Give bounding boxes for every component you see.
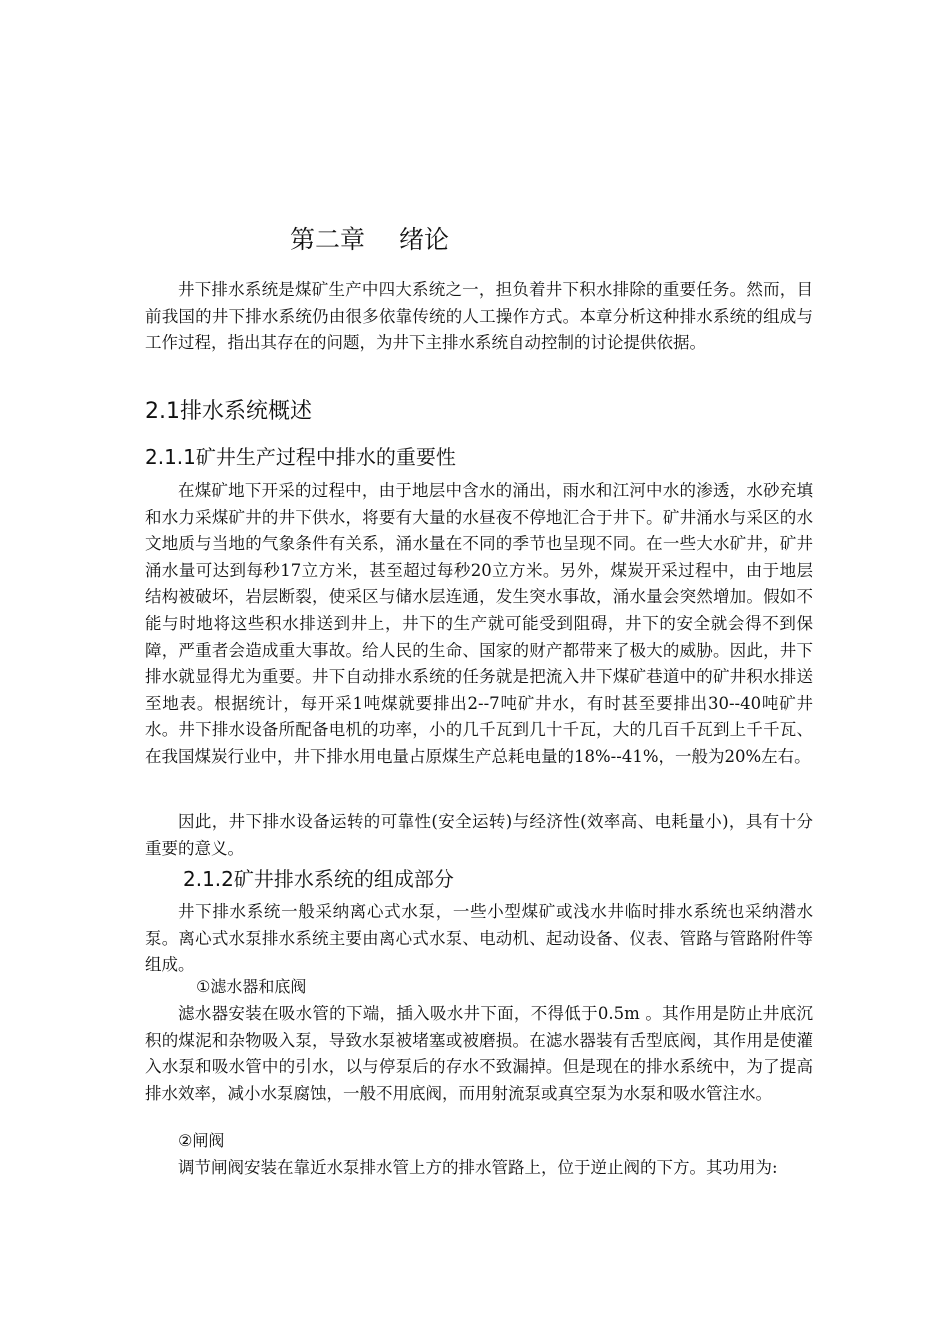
item-2-text: 调节闸阀安装在靠近水泵排水管上方的排水管路上，位于逆止阀的下方。其功用为:	[178, 1158, 778, 1177]
item-1-title: ①滤水器和底阀	[196, 977, 307, 996]
item-2-title: ②闸阀	[178, 1131, 225, 1150]
chapter-title	[290, 224, 690, 256]
intro-paragraph: 井下排水系统是煤矿生产中四大系统之一，担负着井下积水排除的重要任务。然而，目前我国的井下排水系统仍由很多依靠传统的人工操作方式。本章分析这种排水系统的组成与工作过程，指出其存在的问题，为井下主排水系统自动控制的讨论提供依据。	[145, 280, 813, 353]
section-2-1-1-paragraph-2: 因此，井下排水设备运转的可靠性(安全运转)与经济性(效率高、电耗量小)，具有十分重要的意义。	[145, 812, 813, 858]
section-2-1-2-heading: 2.1.2矿井排水系统的组成部分	[183, 867, 454, 891]
item-1-text: 滤水器安装在吸水管的下端，插入吸水井下面，不得低于0.5m 。其作用是防止井底沉积的煤泥和杂物吸入泵，导致水泵被堵塞或被磨损。在滤水器装有舌型底阀，其作用是使灌入水泵和吸水管中的引水，以与停泵后的存水不致漏掉。但是现在的排水系统中，为了提高排水效率，减小水泵腐蚀，一般不用底阀，而用射流泵或真空泵为水泵和吸水管注水。	[145, 1004, 813, 1103]
section-2-1-1-heading: 2.1.1矿井生产过程中排水的重要性	[145, 445, 456, 469]
section-2-1-1-paragraph-1: 在煤矿地下开采的过程中，由于地层中含水的涌出，雨水和江河中水的渗透，水砂充填和水力采煤矿井的井下供水，将要有大量的水昼夜不停地汇合于井下。矿井涌水与采区的水文地质与当地的气象条件有关系，涌水量在不同的季节也呈现不同。在一些大水矿井，矿井涌水量可达到每秒17立方米，甚至超过每秒20立方米。另外，煤炭开采过程中，由于地层结构被破坏，岩层断裂，使采区与储水层连通，发生突水事故，涌水量会突然增加。假如不能与时地将这些积水排送到井上，井下的生产就可能受到阻碍，井下的安全就会得不到保障，严重者会造成重大事故。给人民的生命、国家的财产都带来了极大的威胁。因此，井下排水就显得尤为重要。井下自动排水系统的任务就是把流入井下煤矿巷道中的矿井积水排送至地表。根据统计，每开采1吨煤就要排出2--7吨矿井水，有时甚至要排出30--40吨矿井水。井下排水设备所配备电机的功率，小的几千瓦到几十千瓦，大的几百千瓦到上千千瓦、在我国煤炭行业中，井下排水用电量占原煤生产总耗电量的18%--41%，一般为20%左右。	[145, 481, 813, 766]
chapter-number: 第二章	[290, 225, 366, 254]
section-2-1-heading: 2.1排水系统概述	[145, 399, 312, 424]
section-2-1-2-paragraph-1: 井下排水系统一般采纳离心式水泵，一些小型煤矿或浅水井临时排水系统也采纳潜水泵。离心式水泵排水系统主要由离心式水泵、电动机、起动设备、仪表、管路与管路附件等组成。	[145, 902, 813, 975]
chapter-name: 绪论	[399, 225, 450, 254]
